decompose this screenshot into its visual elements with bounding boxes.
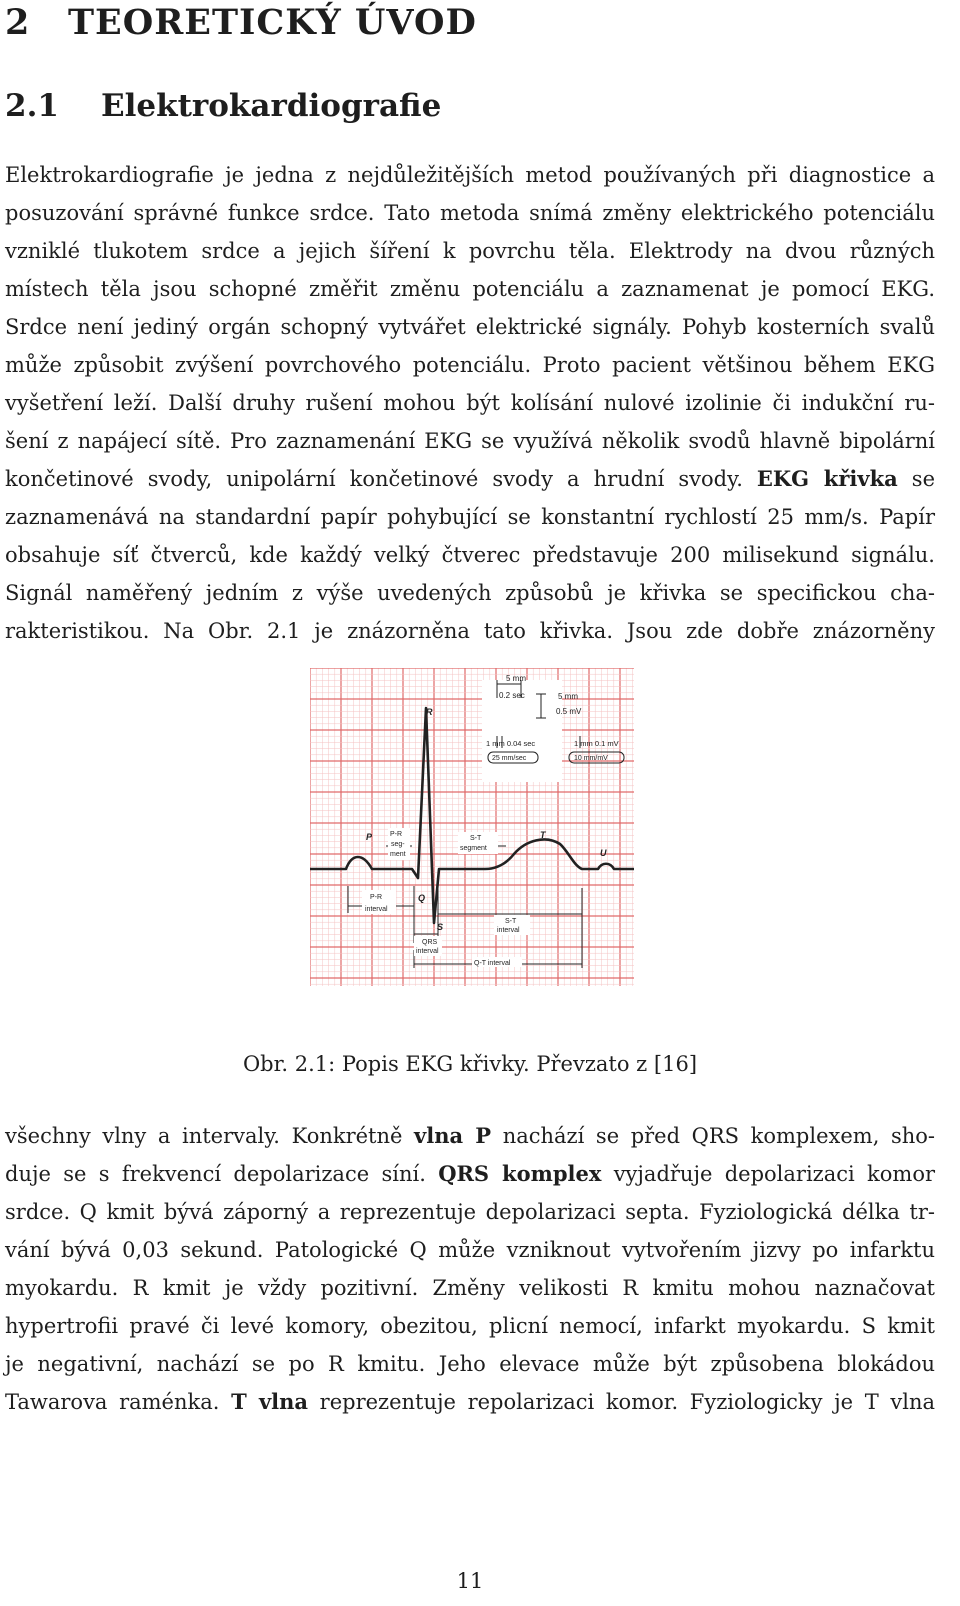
paragraph-intro (5, 156, 935, 650)
caption-label: Obr. 2.1: (242, 1052, 336, 1076)
line-text: myokardu. R kmit je vždy pozitivní. Změny velikosti R kmitu mohou naznačovat (5, 1276, 935, 1300)
line-text: je negativní, nachází se po R kmitu. Jeho elevace může být způsobena blokádou (5, 1352, 935, 1376)
label-pr-seg-1: P-R (390, 831, 403, 838)
line-text: vání bývá 0,03 sekund. Patologické Q může vzniknout vytvořením jizvy po infarktu (5, 1238, 935, 1262)
label-02sec: 0.2 sec (499, 691, 525, 700)
line-text: srdce. Q kmit bývá záporný a reprezentuje depolarizaci septa. Fyziologická délka tr- (5, 1200, 935, 1224)
label-wave-s: S (437, 922, 444, 932)
bold-term: EKG křivka (756, 466, 898, 491)
section-heading (5, 86, 441, 126)
label-gain: 10 mm/mV (574, 755, 608, 762)
label-qrs-2: interval (416, 948, 439, 955)
caption-text: Popis EKG křivky. Převzato z [16] (341, 1052, 698, 1076)
text-line (5, 308, 935, 346)
line-text: šení z napájecí sítě. Pro zaznamenání EKG se využívá několik svodů hlavně bipolární (5, 429, 935, 453)
text-line (5, 1117, 935, 1155)
label-pr-int-2: interval (365, 906, 388, 913)
label-wave-t: T (540, 830, 546, 840)
line-text: rakteristikou. Na Obr. 2.1 je znázorněna tato křivka. Jsou zde dobře znázorněny (5, 619, 935, 643)
bold-term: vlna P (414, 1123, 492, 1148)
chapter-number: 2 (5, 2, 31, 43)
text-line (5, 1345, 935, 1383)
section-number: 2.1 (5, 88, 59, 124)
line-text: vzniklé tlukotem srdce a jejich šíření k povrchu těla. Elektrody na dvou různých (5, 239, 935, 263)
line-text: duje se s frekvencí depolarizace síní. (5, 1162, 439, 1186)
text-line (5, 536, 935, 574)
label-wave-q: Q (418, 893, 426, 903)
chapter-heading (5, 0, 477, 46)
text-line (5, 156, 935, 194)
line-text-after: nachází se před QRS komplexem, sho- (491, 1124, 935, 1148)
line-text: obsahuje síť čtverců, kde každý velký čtverec představuje 200 milisekund signálu. (5, 543, 935, 567)
text-line (5, 1383, 935, 1421)
label-5mm-top: 5 mm (506, 674, 526, 683)
label-st-seg-1: S-T (470, 835, 482, 842)
text-line (5, 422, 935, 460)
text-line (5, 1269, 935, 1307)
text-line (5, 1193, 935, 1231)
label-qrs-1: QRS (422, 939, 438, 946)
line-text: Srdce není jediný orgán schopný vytvářet elektrické signály. Pohyb kosterních svalů (5, 315, 935, 339)
line-text-after: se (897, 467, 935, 491)
line-text: končetinové svody, unipolární končetinové svody a hrudní svody. (5, 467, 757, 491)
label-wave-p: P (366, 832, 373, 842)
text-line (5, 612, 935, 650)
text-line (5, 1155, 935, 1193)
line-text: zaznamenává na standardní papír pohybující se konstantní rychlostí 25 mm/s. Papír (5, 505, 935, 529)
line-text: vyšetření leží. Další druhy rušení mohou být kolísání nulové izolinie či indukční ru- (5, 391, 935, 415)
label-st-int-2: interval (497, 927, 520, 934)
figure-caption (5, 1045, 935, 1083)
text-line (5, 1231, 935, 1269)
line-text: hypertrofii pravé či levé komory, obezitou, plicní nemocí, infarkt myokardu. S kmit (5, 1314, 935, 1338)
line-text: místech těla jsou schopné změřit změnu potenciálu a zaznamenat je pomocí EKG. (5, 277, 935, 301)
label-small-mv: 1 mm 0.1 mV (574, 739, 619, 748)
bold-term: QRS komplex (438, 1161, 602, 1186)
text-line (5, 574, 935, 612)
label-pr-int-1: P-R (370, 894, 383, 901)
paragraph-waves (5, 1117, 935, 1421)
line-text: Elektrokardiografie je jedna z nejdůležitějších metod používaných při diagnostice a (5, 163, 935, 187)
label-wave-u: U (600, 848, 607, 858)
line-text: Signál naměřený jedním z výše uvedených způsobů je křivka se specifickou cha- (5, 581, 935, 605)
section-title: Elektrokardiografie (101, 88, 442, 124)
line-text: všechny vlny a intervaly. Konkrétně (5, 1124, 415, 1148)
line-text: Tawarova raménka. (5, 1390, 232, 1414)
line-text: může způsobit zvýšení povrchového potenciálu. Proto pacient většinou během EKG (5, 353, 935, 377)
line-text-after: vyjadřuje depolarizaci komor (601, 1162, 936, 1186)
chapter-title: TEORETICKÝ ÚVOD (68, 2, 477, 43)
label-pr-seg-3: ment (390, 851, 406, 858)
text-line (5, 194, 935, 232)
text-line (5, 270, 935, 308)
ecg-figure (310, 668, 634, 986)
label-05mv: 0.5 mV (556, 707, 582, 716)
ecg-grid-paper (310, 668, 634, 986)
label-small-sec: 1 mm 0.04 sec (486, 739, 536, 748)
text-line (5, 384, 935, 422)
label-qt-interval: Q-T interval (474, 960, 511, 967)
line-text-after: reprezentuje repolarizaci komor. Fyziologicky je T vlna (308, 1390, 935, 1414)
label-5mm-right: 5 mm (558, 692, 578, 701)
label-paper-speed: 25 mm/sec (492, 755, 527, 762)
text-line (5, 460, 935, 498)
bold-term: T vlna (231, 1389, 309, 1414)
text-line (5, 1307, 935, 1345)
label-wave-r: R (426, 707, 433, 717)
text-line (5, 498, 935, 536)
label-st-int-1: S-T (505, 918, 517, 925)
line-text: posuzování správné funkce srdce. Tato metoda snímá změny elektrického potenciálu (5, 201, 935, 225)
page-number: 11 (456, 1569, 484, 1593)
label-pr-seg-2: seg- (391, 841, 405, 848)
label-st-seg-2: segment (460, 845, 487, 852)
ecg-diagram (310, 668, 634, 986)
text-line (5, 232, 935, 270)
text-line (5, 346, 935, 384)
